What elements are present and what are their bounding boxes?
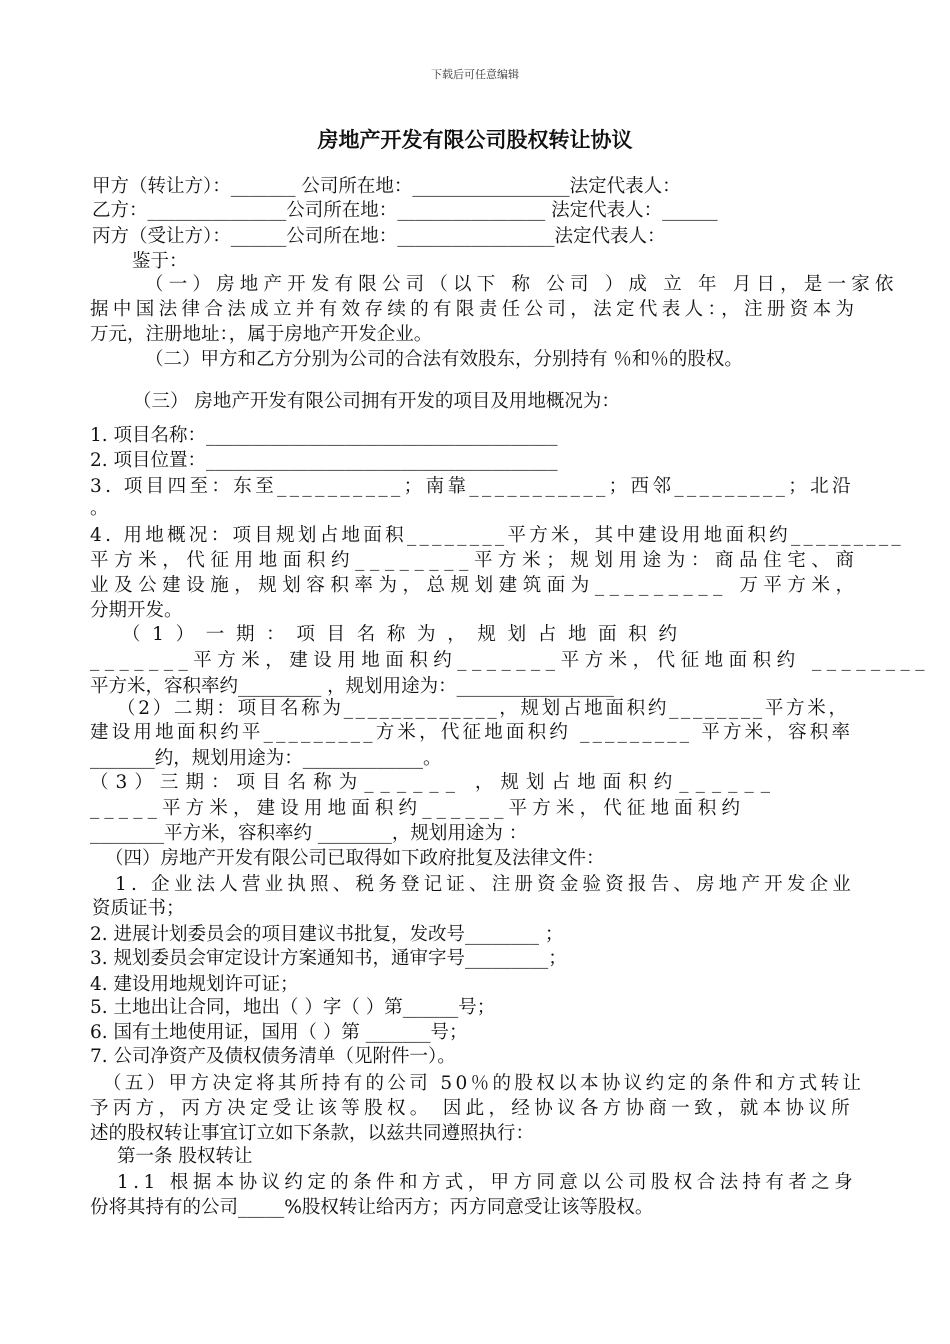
header-note: 下载后可任意编辑 (431, 68, 519, 81)
text-line: _______约，规划用途为：_____________。 (90, 748, 442, 769)
text-line: （四）房地产开发有限公司已取得如下政府批复及法律文件： (105, 848, 605, 869)
text-line: （五）甲方决定将其所持有的公司 50％的股权以本协议约定的条件和方式转让 (103, 1073, 865, 1094)
text-line: 甲方（转让方）：_______ 公司所在地：_________________法定代表人： (92, 176, 681, 197)
text-line: 分期开发。 (90, 600, 183, 621)
text-line: 述的股权转让事宜订立如下条款，以兹共同遵照执行： (90, 1123, 535, 1144)
text-line: 3. 规划委员会审定设计方案通知书，通审字号_________； (90, 948, 567, 969)
text-line: （1）一期：项目名称为，规划占地面积约 (122, 624, 689, 645)
document-title: 房地产开发有限公司股权转让协议 (317, 127, 633, 152)
text-line: 业及公建设施，规划容积率为，总规划建筑面为_________ 万平方米， (90, 575, 860, 596)
text-line: （3）三期：项目名称为______ ，规划占地面积约______ (90, 772, 778, 793)
text-line: （二）甲方和乙方分别为公司的合法有效股东，分别持有 ％和％的股权。 (145, 349, 743, 370)
text-line: 4. 用地概况：项目规划占地面积________平方米，其中建设用地面积约_________ (90, 525, 904, 546)
text-line: 平方米，代征用地面积约________平方米；规划用途为：商品住宅、商 (90, 550, 860, 571)
text-line: 万元，注册地址：，属于房地产开发企业。 (90, 324, 433, 345)
text-line: 1. 企业法人营业执照、税务登记证、注册资金验资报告、房地产开发企业 (115, 874, 855, 895)
text-line: 乙方：_______________公司所在地：________________ 法定代表人：______ (92, 200, 718, 221)
text-line: 3. 项目四至：东至__________；南靠___________；西邻_________；北沿 (90, 476, 854, 497)
text-line: _____平方米，建设用地面积约______平方米，代征地面积约 (90, 798, 746, 819)
text-line: （三） 房地产开发有限公司拥有开发的项目及用地概况为： (133, 391, 620, 412)
text-line: 予丙方，丙方决定受让该等股权。 因此，经协议各方协商一致，就本协议所 (90, 1098, 854, 1119)
text-line: 丙方（受让方）：______公司所在地：_________________法定代表人： (92, 226, 666, 247)
text-line: 鉴于： (132, 251, 188, 272)
text-line: 第一条 股权转让 (117, 1146, 253, 1167)
text-line: 2. 进展计划委员会的项目建议书批复，发改号________ ； (90, 924, 564, 945)
text-line: 1.1 根据本协议约定的条件和方式，甲方同意以公司股权合法持有者之身 (117, 1172, 857, 1193)
text-line: 份将其持有的公司_____%股权转让给丙方；丙方同意受让该等股权。 (90, 1197, 654, 1218)
text-line: 7. 公司净资产及债权债务清单（见附件一）。 (90, 1046, 456, 1067)
text-line: 建设用地面积约平_________方米，代征地面积约 _________ 平方米，容积率 (90, 722, 854, 743)
text-line: 资质证书； (92, 898, 185, 919)
text-line: 2. 项目位置：______________________________________ (90, 450, 558, 471)
text-line: 6. 国有土地使用证，国用（ ）第 _______号； (90, 1022, 468, 1043)
text-line: （2）二期：项目名称为_____________，规划占地面积约________平方米， (117, 698, 850, 719)
text-line: （一）房地产开发有限公司（以下 称 公司 ）成 立 年 月日，是一家依 (145, 274, 899, 295)
text-line: 据中国法律合法成立并有效存续的有限责任公司，法定代表人：，注册资本为 (90, 299, 859, 320)
text-line: ________平方米，容积率约 ________，规划用途为 ： (90, 823, 528, 844)
text-line: 平方米，容积率约_________ ，规划用途为：_________________ (90, 676, 614, 697)
text-line: 。 (90, 498, 109, 519)
text-line: 5. 土地出让合同，地出（ ）字（ ）第______号； (90, 997, 496, 1018)
text-line: 4. 建设用地规划许可证； (90, 974, 299, 995)
text-line: _______平方米，建设用地面积约_______平方米，代征地面积约 ________ (90, 650, 930, 671)
text-line: 1. 项目名称：______________________________________ (90, 425, 558, 446)
